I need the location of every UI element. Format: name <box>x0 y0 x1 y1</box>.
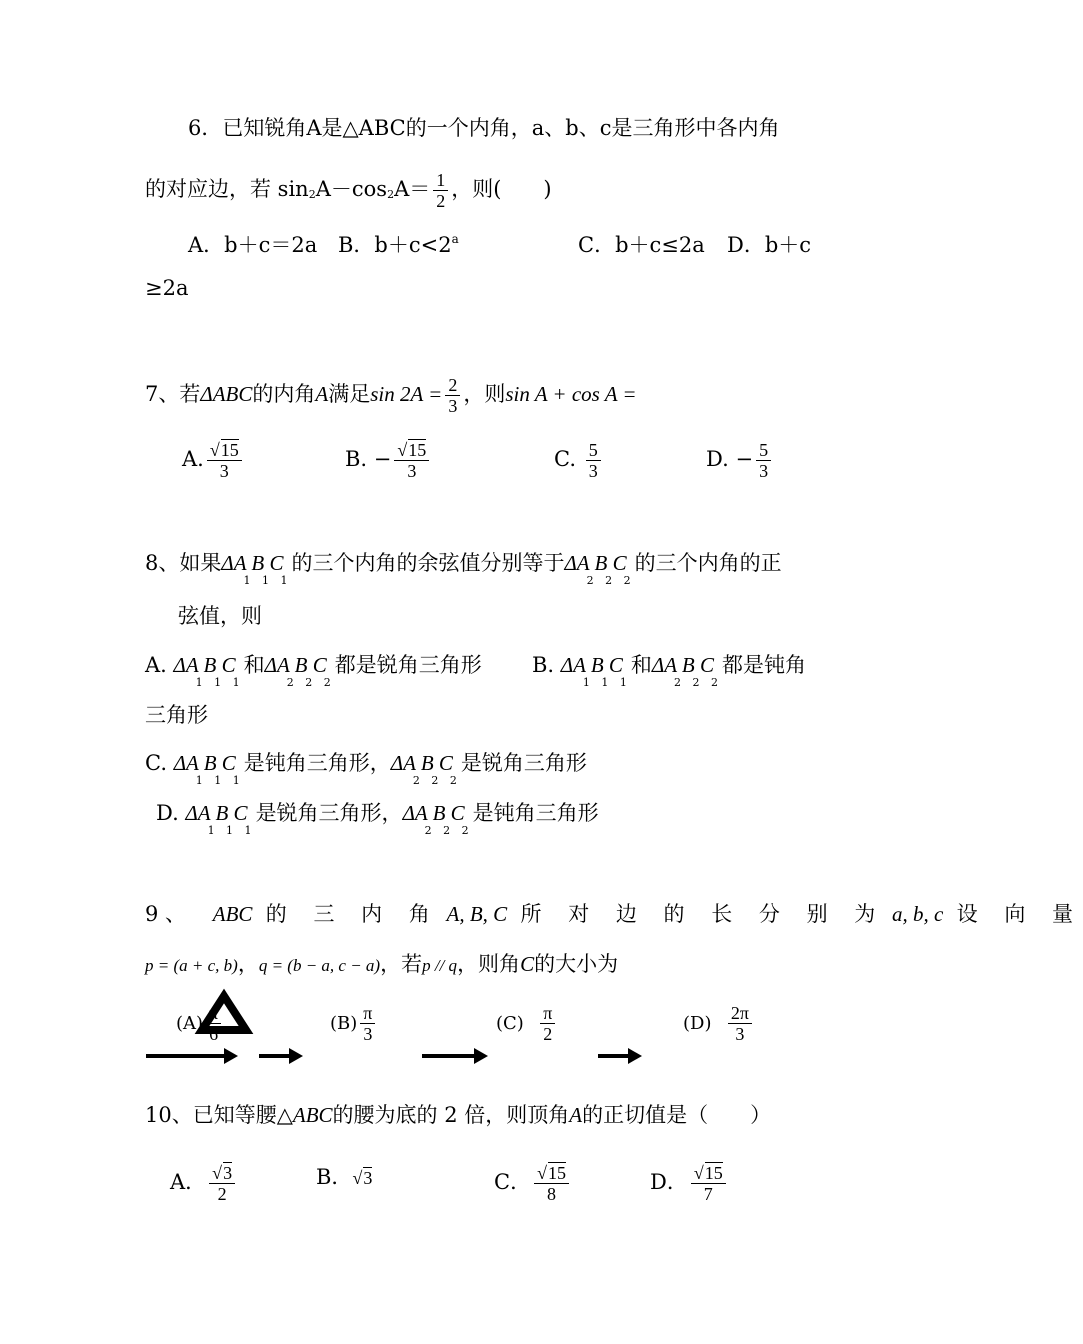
sqrt-value: 15 <box>408 440 427 460</box>
q10-text: 的腰为底的 2 倍，则顶角 <box>332 1103 570 1127</box>
frac-num: π <box>540 1003 555 1024</box>
q9-var: C <box>520 952 535 976</box>
q8-text: 的三个内角的正 <box>634 551 782 575</box>
q6-text: A－cos <box>315 177 388 201</box>
vector-p: p = (a + c, b) <box>145 956 238 975</box>
q9-text: 设 向 量 <box>956 902 1083 926</box>
triangle-subscripts: 2 2 2 <box>286 676 335 689</box>
triangle-2: ΔA B C <box>402 801 465 825</box>
opt-label: D. <box>156 801 179 825</box>
frac-den: 3 <box>448 396 458 416</box>
opt-label: D. <box>706 447 729 471</box>
q8-text: 是钝角三角形， <box>243 751 391 775</box>
q7-option-d <box>706 440 774 481</box>
q7-var: A <box>315 382 329 406</box>
q8-option-c <box>145 749 587 787</box>
q8-text: 8、如果 <box>145 551 222 575</box>
triangle-2: ΔA B C <box>390 751 453 775</box>
q10-d-frac <box>691 1163 726 1204</box>
q9-stem-line2 <box>145 950 618 980</box>
triangle-subscripts: 1 1 1 <box>207 824 256 837</box>
q8-text: 和 <box>630 653 652 677</box>
q7-text: 的内角 <box>252 382 316 406</box>
triangle-1: ΔA B C <box>173 653 236 677</box>
q7-text: 7、若 <box>145 382 201 406</box>
q8-option-a <box>145 651 482 689</box>
q10-a-frac <box>209 1163 235 1204</box>
triangle-subscripts: 1 1 1 <box>582 676 631 689</box>
triangle-subscripts: 1 1 1 <box>195 676 244 689</box>
opt-label: (C) <box>496 1013 524 1034</box>
q9-c-frac <box>540 1003 555 1044</box>
q6-line1: 6．已知锐角A是△ABC的一个内角，a、b、c是三角形中各内角 <box>188 116 780 140</box>
q7-option-b <box>345 440 432 481</box>
triangle-1: ΔA B C <box>173 751 236 775</box>
q6-option-a: A．b＋c＝2a <box>188 233 318 257</box>
q7-b-frac <box>394 440 429 481</box>
q9-text: 所 对 边 的 长 分 别 为 <box>520 902 886 926</box>
q9-option-d <box>683 1003 755 1044</box>
frac-den: 3 <box>588 461 598 481</box>
q9-b-frac <box>360 1003 375 1044</box>
sign: − <box>373 447 392 471</box>
frac-num: √15 <box>534 1163 569 1184</box>
q7-fraction <box>445 375 460 416</box>
q6-text: 的对应边，若 sin <box>145 177 309 201</box>
opt-label: (B) <box>330 1013 358 1034</box>
frac-num: √15 <box>691 1163 726 1184</box>
opt-label: A. <box>182 447 204 471</box>
sqrt-value: 15 <box>704 1163 723 1183</box>
frac-num: 5 <box>756 440 771 461</box>
arrow-icon <box>146 1054 226 1058</box>
frac-den: 3 <box>219 461 229 481</box>
frac-num: √15 <box>207 440 242 461</box>
opt-label: C． <box>494 1170 532 1194</box>
q7-a-frac <box>207 440 242 481</box>
q6-option-b <box>338 231 459 262</box>
opt-label: (A) <box>176 1013 204 1034</box>
frac-den: 8 <box>547 1184 557 1204</box>
q10-var: A <box>569 1103 583 1127</box>
opt-label: D． <box>650 1170 688 1194</box>
q6-line2 <box>145 170 552 211</box>
q6-text: ，则( ) <box>451 177 552 201</box>
q9-text: ， <box>237 952 259 976</box>
frac-num: π <box>206 1003 221 1024</box>
parallel-condition: p // q <box>422 956 458 975</box>
frac-den: 2 <box>217 1184 227 1204</box>
q10-triangle: △ABC <box>276 1103 333 1127</box>
q7-triangle: ΔABC <box>200 382 253 406</box>
q7-d-frac <box>756 440 771 481</box>
q6-option-c: C．b＋c≤2a <box>578 233 705 257</box>
triangle-2: ΔA B C <box>564 551 627 575</box>
sqrt-value: 3 <box>223 1163 233 1183</box>
q10-option-d <box>650 1163 729 1204</box>
q7-stem <box>145 375 637 416</box>
q8-text: 是钝角三角形 <box>472 801 599 825</box>
q9-stem-line1 <box>145 900 1083 928</box>
opt-label: C. <box>145 751 167 775</box>
frac-num: √15 <box>394 440 429 461</box>
q6-fraction <box>433 170 448 211</box>
q9-triangle: ABC <box>212 902 253 926</box>
q8-line2: 弦值，则 <box>178 604 262 628</box>
q6-exp: 2 <box>308 188 316 201</box>
sign: − <box>735 447 754 471</box>
frac-num: 1 <box>433 170 448 191</box>
q9-option-b <box>330 1003 378 1044</box>
frac-den: 2 <box>543 1024 553 1044</box>
frac-den: 3 <box>759 461 769 481</box>
q8-text: 是锐角三角形， <box>255 801 403 825</box>
q6-option-d-cont: ≥2a <box>145 276 189 300</box>
q8-stem <box>145 549 782 587</box>
q9-sides: a, b, c <box>891 902 944 926</box>
q10-c-frac <box>534 1163 569 1204</box>
q7-expr: sin 2A = <box>370 382 443 406</box>
q7-option-c <box>554 440 604 481</box>
opt-label: B. <box>345 447 368 471</box>
vector-q: q = (b − a, c − a) <box>258 956 381 975</box>
triangle-subscripts: 2 2 2 <box>586 574 635 587</box>
triangle-icon <box>196 990 252 1036</box>
triangle-subscripts: 2 2 2 <box>412 774 461 787</box>
frac-den: 2 <box>436 191 446 211</box>
q7-option-a <box>182 440 245 481</box>
arrow-icon <box>422 1054 476 1058</box>
sqrt-value: 15 <box>220 440 239 460</box>
q8-option-b-cont: 三角形 <box>145 703 208 727</box>
frac-den: 7 <box>703 1184 713 1204</box>
q10-stem <box>145 1101 771 1129</box>
frac-den: 6 <box>209 1024 219 1044</box>
q9-text: 的 三 内 角 <box>265 902 440 926</box>
q10-text: 的正切值是（ ） <box>582 1103 772 1127</box>
q6-opt-b-text: B．b＋c<2 <box>338 233 452 257</box>
frac-den: 3 <box>363 1024 373 1044</box>
q6-option-d: D．b＋c <box>727 233 812 257</box>
triangle-1: ΔA B C <box>185 801 248 825</box>
frac-den: 3 <box>407 461 417 481</box>
q9-number: 9 、 <box>145 902 187 926</box>
q7-text: 满足 <box>328 382 371 406</box>
q7-c-frac <box>586 440 601 481</box>
frac-num: π <box>360 1003 375 1024</box>
sqrt-value: 3 <box>363 1168 373 1188</box>
triangle-subscripts: 1 1 1 <box>243 574 292 587</box>
q6-exp: 2 <box>387 188 395 201</box>
triangle-1: ΔA B C <box>221 551 284 575</box>
q6-text: A＝ <box>394 177 431 201</box>
q9-angles: A, B, C <box>446 902 508 926</box>
q10-text: 10、已知等腰 <box>145 1103 277 1127</box>
arrow-icon <box>598 1054 630 1058</box>
q9-text: ，若 <box>380 952 423 976</box>
opt-label: A． <box>170 1170 207 1194</box>
arrow-icon <box>259 1054 291 1058</box>
opt-label: C. <box>554 447 576 471</box>
q8-text: 都是锐角三角形 <box>334 653 482 677</box>
frac-num: √3 <box>209 1163 235 1184</box>
q8-option-b <box>532 651 807 689</box>
triangle-1: ΔA B C <box>560 653 623 677</box>
q9-option-c <box>496 1003 558 1044</box>
frac-num: 2 <box>445 375 460 396</box>
q8-text: 的三个内角的余弦值分别等于 <box>291 551 565 575</box>
triangle-2: ΔA B C <box>651 653 715 677</box>
q9-text: ，则角 <box>457 952 521 976</box>
sqrt-value: 15 <box>547 1163 566 1183</box>
q7-expr: sin A + cos A = <box>505 382 637 406</box>
q10-option-a <box>170 1163 238 1204</box>
opt-label: (D) <box>683 1013 712 1034</box>
q9-d-frac <box>728 1003 752 1044</box>
q8-option-d <box>156 799 599 837</box>
q10-option-c <box>494 1163 572 1204</box>
q8-text: 是锐角三角形 <box>460 751 587 775</box>
q8-text: 和 <box>243 653 265 677</box>
triangle-2: ΔA B C <box>264 653 327 677</box>
triangle-subscripts: 1 1 1 <box>195 774 244 787</box>
frac-num: 2π <box>728 1003 752 1024</box>
q10-option-b: B．√3 <box>316 1165 373 1189</box>
q6-opt-b-sup: a <box>451 232 459 246</box>
opt-label: A. <box>145 653 167 677</box>
opt-label: B. <box>532 653 555 677</box>
frac-den: 3 <box>735 1024 745 1044</box>
q8-text: 都是钝角 <box>722 653 807 677</box>
frac-num: 5 <box>586 440 601 461</box>
q9-text: 的大小为 <box>534 952 619 976</box>
triangle-subscripts: 2 2 2 <box>674 676 723 689</box>
opt-label: B． <box>316 1165 353 1189</box>
q7-text: ，则 <box>463 382 506 406</box>
triangle-subscripts: 2 2 2 <box>424 824 473 837</box>
